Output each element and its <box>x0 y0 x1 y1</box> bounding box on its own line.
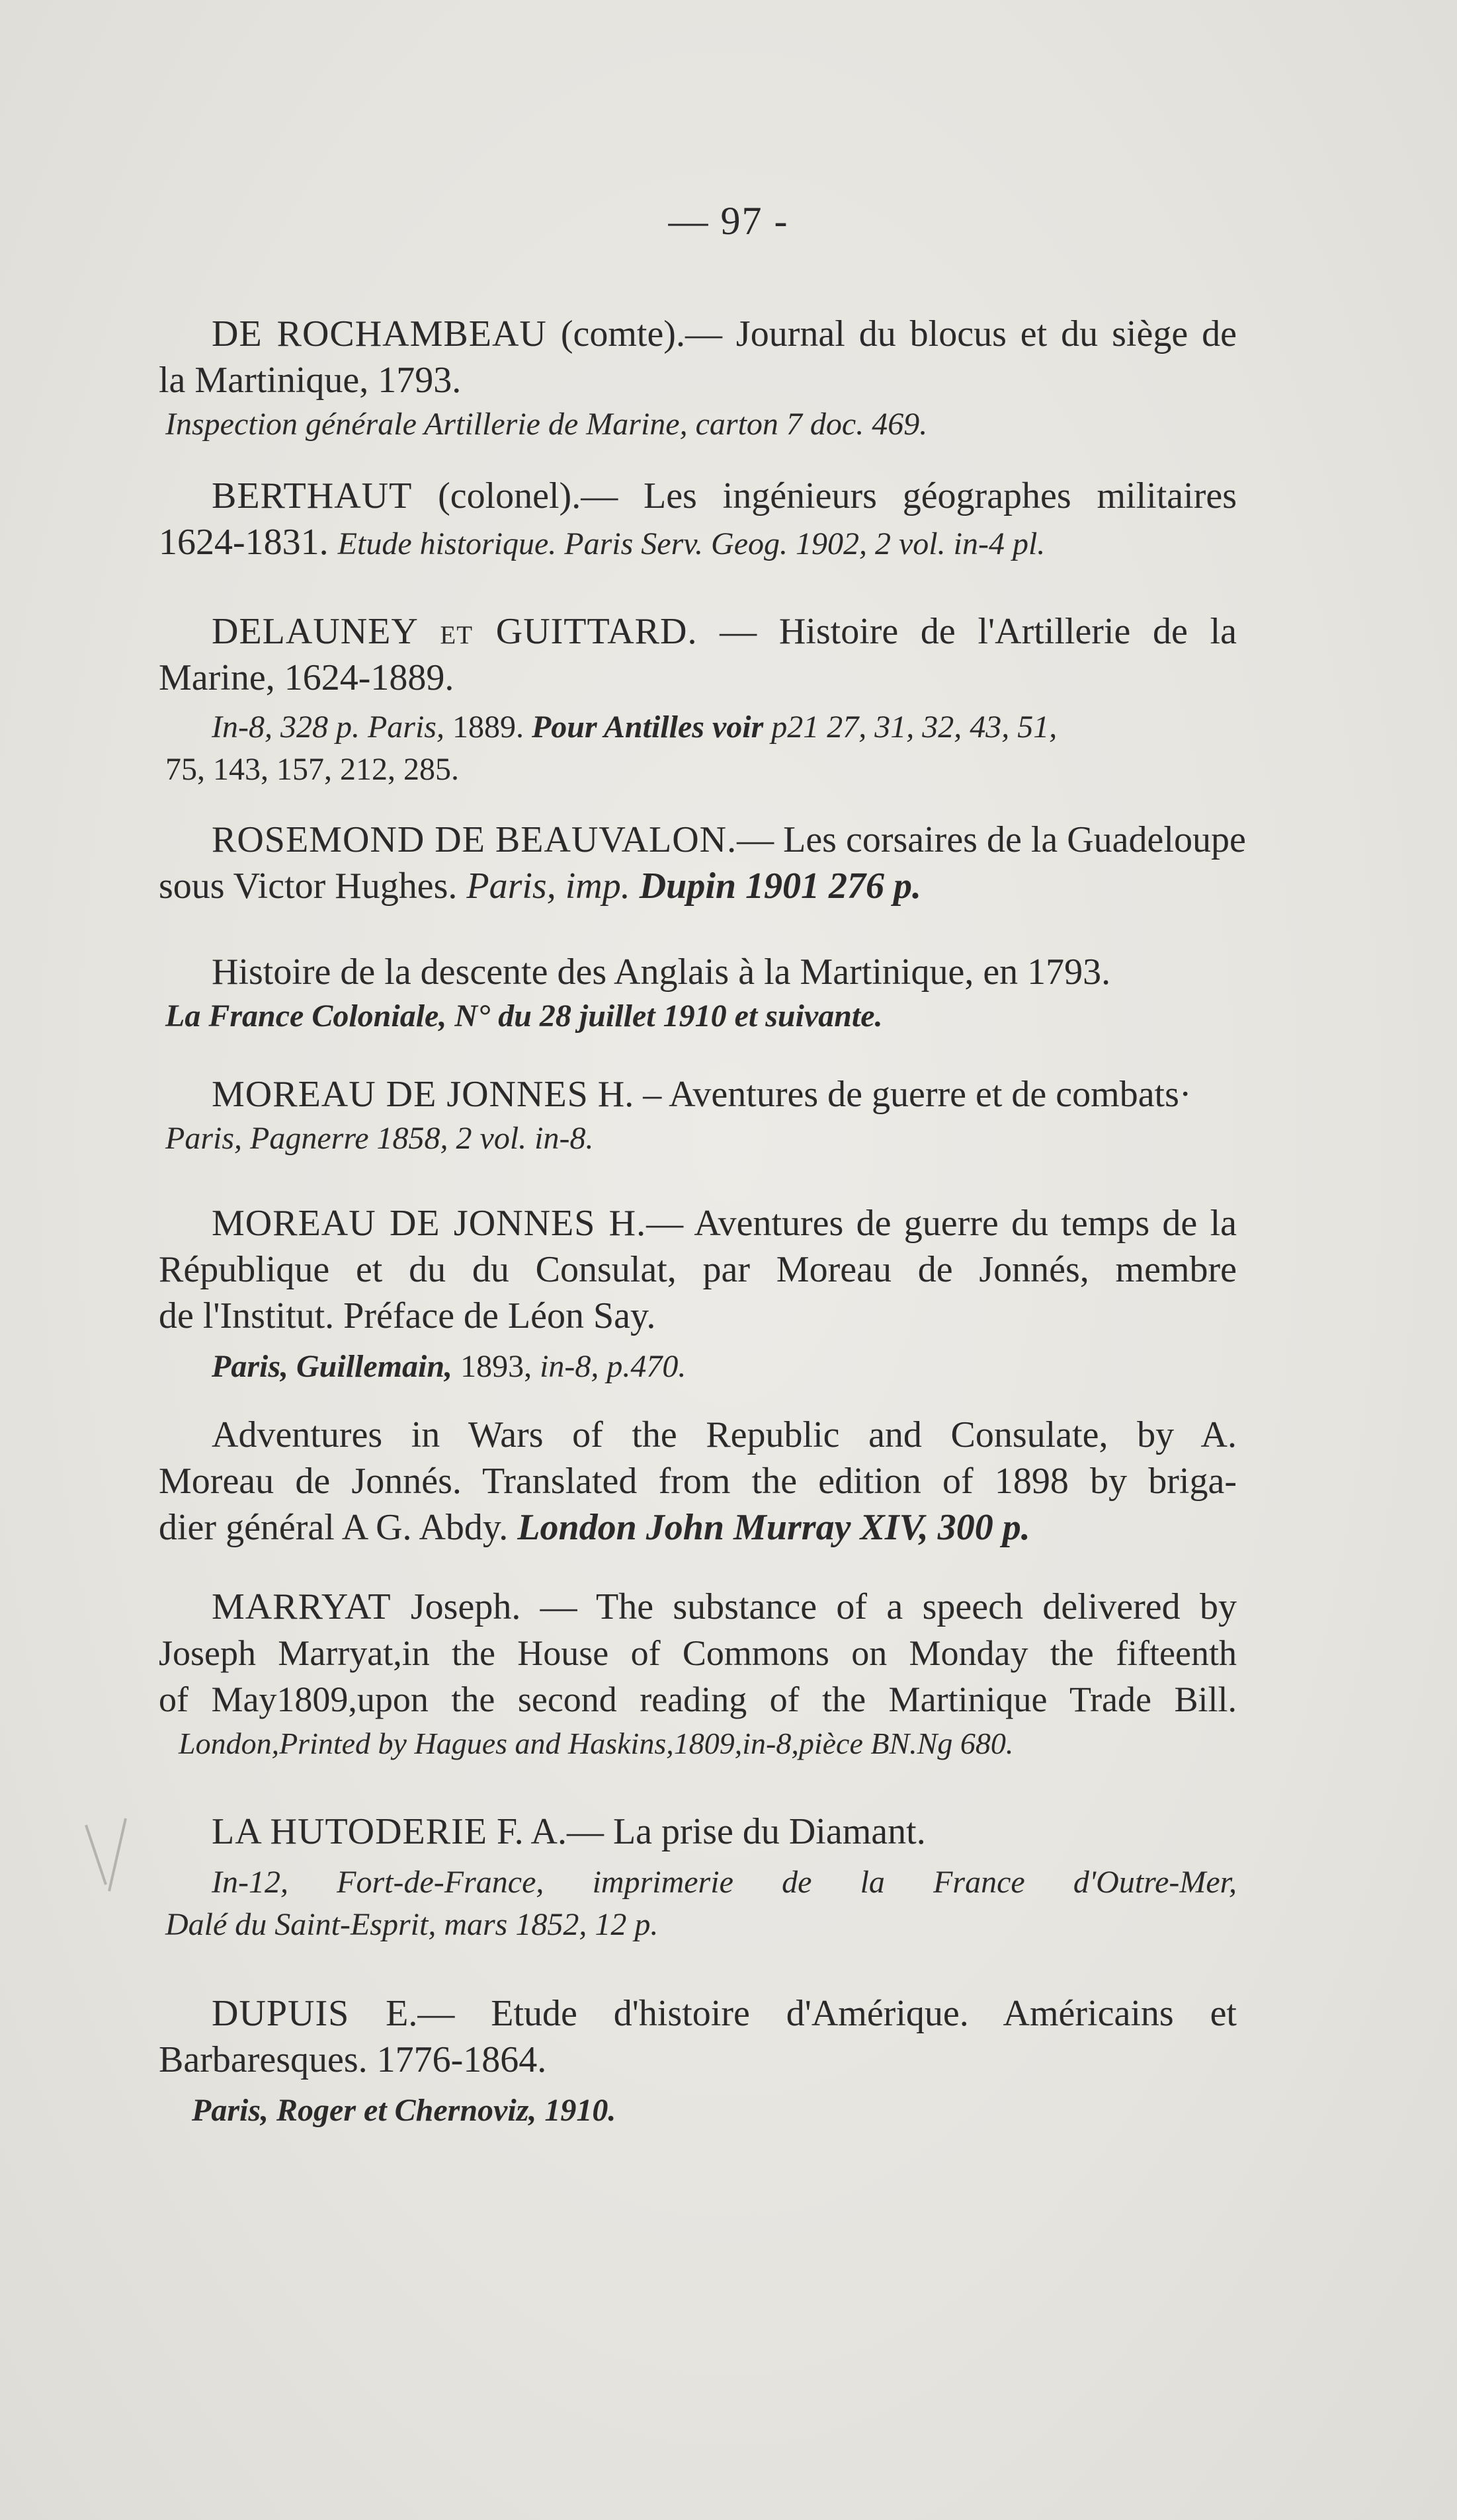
entry-author: BERTHAUT <box>212 475 413 516</box>
entry-author: DE ROCHAMBEAU <box>212 313 547 354</box>
entry-note-part: Pour Antilles voir <box>531 710 764 745</box>
entry-note: Inspection générale Artillerie de Marine, carton 7 doc. 469. <box>165 407 928 442</box>
entry-line <box>159 817 1246 863</box>
entry-text: London John Murray <box>517 1507 851 1548</box>
entry-note: 75, 143, 157, 212, 285. <box>165 752 459 787</box>
entry-rosemond <box>159 817 1246 909</box>
entry-marryat <box>159 1584 1237 1765</box>
entry-moreau-2 <box>159 1200 1237 1388</box>
entry-moreau-1 <box>159 1071 1237 1160</box>
entry-text: — Histoire de l'Artillerie de la <box>697 611 1237 652</box>
entry-text: Dupin 1901 276 p. <box>639 866 922 907</box>
entry-note-part: In-8, 328 p. Paris, <box>212 710 444 745</box>
entry-adventures <box>159 1412 1237 1551</box>
entry-text: F. A.— La prise du Diamant. <box>487 1811 926 1852</box>
entry-note <box>159 706 1237 749</box>
entry-text: (comte).— Journal du blocus et du siège de <box>546 313 1237 354</box>
entry-text: sous Victor Hughes. <box>159 866 467 907</box>
entry-author: DELAUNEY et GUITTARD. <box>212 611 698 652</box>
entry-line <box>159 1071 1237 1118</box>
entry-text: XIV, 300 p. <box>851 1507 1030 1548</box>
entry-note: Dalé du Saint-Esprit, mars 1852, 12 p. <box>165 1907 659 1942</box>
entry-note: London,Printed by Hagues and Haskins,1809,in-8,pièce BN.Ng 680. <box>179 1727 1014 1760</box>
entry-note-part: 1893, <box>452 1349 540 1384</box>
entry-line <box>159 1809 1237 1855</box>
entry-line: Histoire de la descente des Anglais à la Martinique, en 1793. <box>212 952 1111 993</box>
entry-note: Paris, Roger et Chernoviz, 1910. <box>192 2093 616 2128</box>
entry-text: imp. <box>556 866 640 907</box>
entry-text: H. – Aventures de guerre et de combats· <box>588 1074 1192 1115</box>
entry-line <box>159 1200 1237 1246</box>
entry-line <box>159 473 1237 519</box>
entry-line <box>159 1990 1237 2037</box>
entry-author: MARRYAT <box>212 1586 392 1627</box>
entry-descente <box>159 949 1237 1037</box>
entry-line <box>159 608 1237 655</box>
entry-delauney <box>159 608 1237 791</box>
entry-text: E.— Etude d'histoire d'Amérique. Américains et <box>349 1993 1237 2034</box>
entry-line <box>159 1504 1237 1551</box>
entry-note-part: p21 27, 31, 32, 43, 51, <box>763 710 1058 745</box>
entry-berthaut <box>159 473 1237 567</box>
entry-note: Etude historique. Paris Serv. Geog. 1902, 2 vol. in-4 pl. <box>337 526 1046 561</box>
entry-text: — Aventures de guerre du temps de la <box>646 1203 1237 1244</box>
page-number: — 97 - <box>668 199 789 243</box>
entry-line: Barbaresques. 1776-1864. <box>159 2039 547 2080</box>
entry-dupuis <box>159 1990 1237 2132</box>
entry-author: LA HUTODERIE <box>212 1811 487 1852</box>
entry-line: la Martinique, 1793. <box>159 360 462 401</box>
entry-line: Marine, 1624-1889. <box>159 657 454 698</box>
entry-rochambeau <box>159 311 1237 446</box>
entry-author: MOREAU DE JONNES H. <box>212 1203 647 1244</box>
entry-author: MOREAU DE JONNES <box>212 1074 589 1115</box>
entry-note-part: Paris, Guillemain, <box>212 1349 453 1384</box>
entry-text: (colonel).— Les ingénieurs géographes militaires <box>412 475 1237 516</box>
entry-text: Joseph. — The substance of a speech delivered by <box>391 1586 1237 1627</box>
entry-line: Joseph Marryat,in the House of Commons on Monday the fifteenth <box>159 1633 1237 1673</box>
entry-text: 1624-1831. <box>159 522 338 563</box>
pencil-mark-icon <box>79 1812 132 1898</box>
entry-line <box>159 863 1237 909</box>
entry-author: ROSEMOND DE BEAUVALON. <box>212 819 737 860</box>
entry-line: of May1809,upon the second reading of the Martinique Trade Bill. <box>159 1680 1237 1719</box>
entry-note: La France Coloniale, N° du 28 juillet 1910 et suivante. <box>165 998 883 1034</box>
entry-line <box>159 519 1237 567</box>
entry-note: In-12, Fort-de-France, imprimerie de la France d'Outre-Mer, <box>212 1865 1237 1900</box>
entry-hutoderie <box>159 1809 1237 1946</box>
entry-note <box>159 1346 1237 1388</box>
entry-author: DUPUIS <box>212 1993 350 2034</box>
entry-note-part: 1889. <box>444 710 532 745</box>
entry-line: République et du du Consulat, par Moreau de Jonnés, membre <box>159 1249 1237 1290</box>
entry-note: Paris, Pagnerre 1858, 2 vol. in-8. <box>165 1121 594 1156</box>
entry-line <box>159 311 1237 357</box>
entry-text: dier général A G. Abdy. <box>159 1507 518 1548</box>
entry-line: Moreau de Jonnés. Translated from the edition of 1898 by briga- <box>159 1461 1237 1502</box>
entry-note-part: in-8, p.470. <box>540 1349 687 1384</box>
entry-text: Paris, <box>466 866 556 907</box>
entry-line <box>159 1584 1237 1630</box>
entry-line: Adventures in Wars of the Republic and Consulate, by A. <box>212 1414 1237 1455</box>
entry-line: de l'Institut. Préface de Léon Say. <box>159 1295 656 1336</box>
entry-text: — Les corsaires de la Guadeloupe <box>737 819 1246 860</box>
